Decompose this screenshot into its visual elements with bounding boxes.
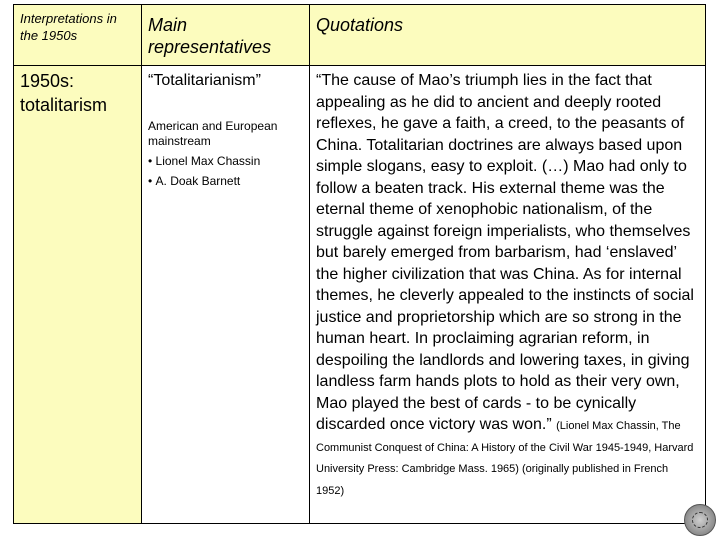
concept-label: “Totalitarianism” [148, 72, 261, 89]
header-quotations: Quotations [310, 5, 705, 65]
period-label: 1950s: totalitarism [20, 71, 108, 115]
representatives-cell [142, 66, 309, 523]
period-cell [14, 66, 141, 523]
header-interpretations: Interpretations in the 1950s [14, 5, 141, 65]
interpretations-table [13, 4, 706, 524]
quotation-block [316, 70, 699, 500]
quotation-text: “The cause of Mao’s triumph lies in the fact that appealing as he did to ancient and deeply rooted reflexes, he gave a faith, a creed, to the peasants of China. Totalitarian doctrines are always based upon simple slogans, easy to exploit. (…) Mao had only to follow a beaten track. His external theme was the eternal theme of xenophobic nationalism, of the struggle against foreign imperialists, who themselves but barely emerged from barbarism, had ‘enslaved’ the higher civilization that was China. As for internal themes, he cleverly appealed to the instincts of social justice and proprietorship which are so strong in the human heart. In proclaiming agrarian reform, in despoiling the landlords and lowering taxes, in giving landless farm hands plots to hold as their very own, Mao played the best of cards - to be cynically discarded once victory was won.” [316, 72, 694, 433]
quotation-cell [310, 66, 705, 523]
representative-item: • Lionel Max Chassin [148, 154, 303, 169]
quotation-citation: (Lionel Max Chassin, The Communist Conquest of China: A History of the Civil War 1945-1949, Harvard University Press: Cambridge Mass. 1965) (originally published in French 1952) [316, 420, 694, 497]
university-seal-icon [684, 504, 716, 536]
header-main-representatives: Main representatives [142, 5, 309, 65]
representatives-intro: American and European mainstream [148, 119, 278, 148]
representative-item: • A. Doak Barnett [148, 174, 303, 189]
